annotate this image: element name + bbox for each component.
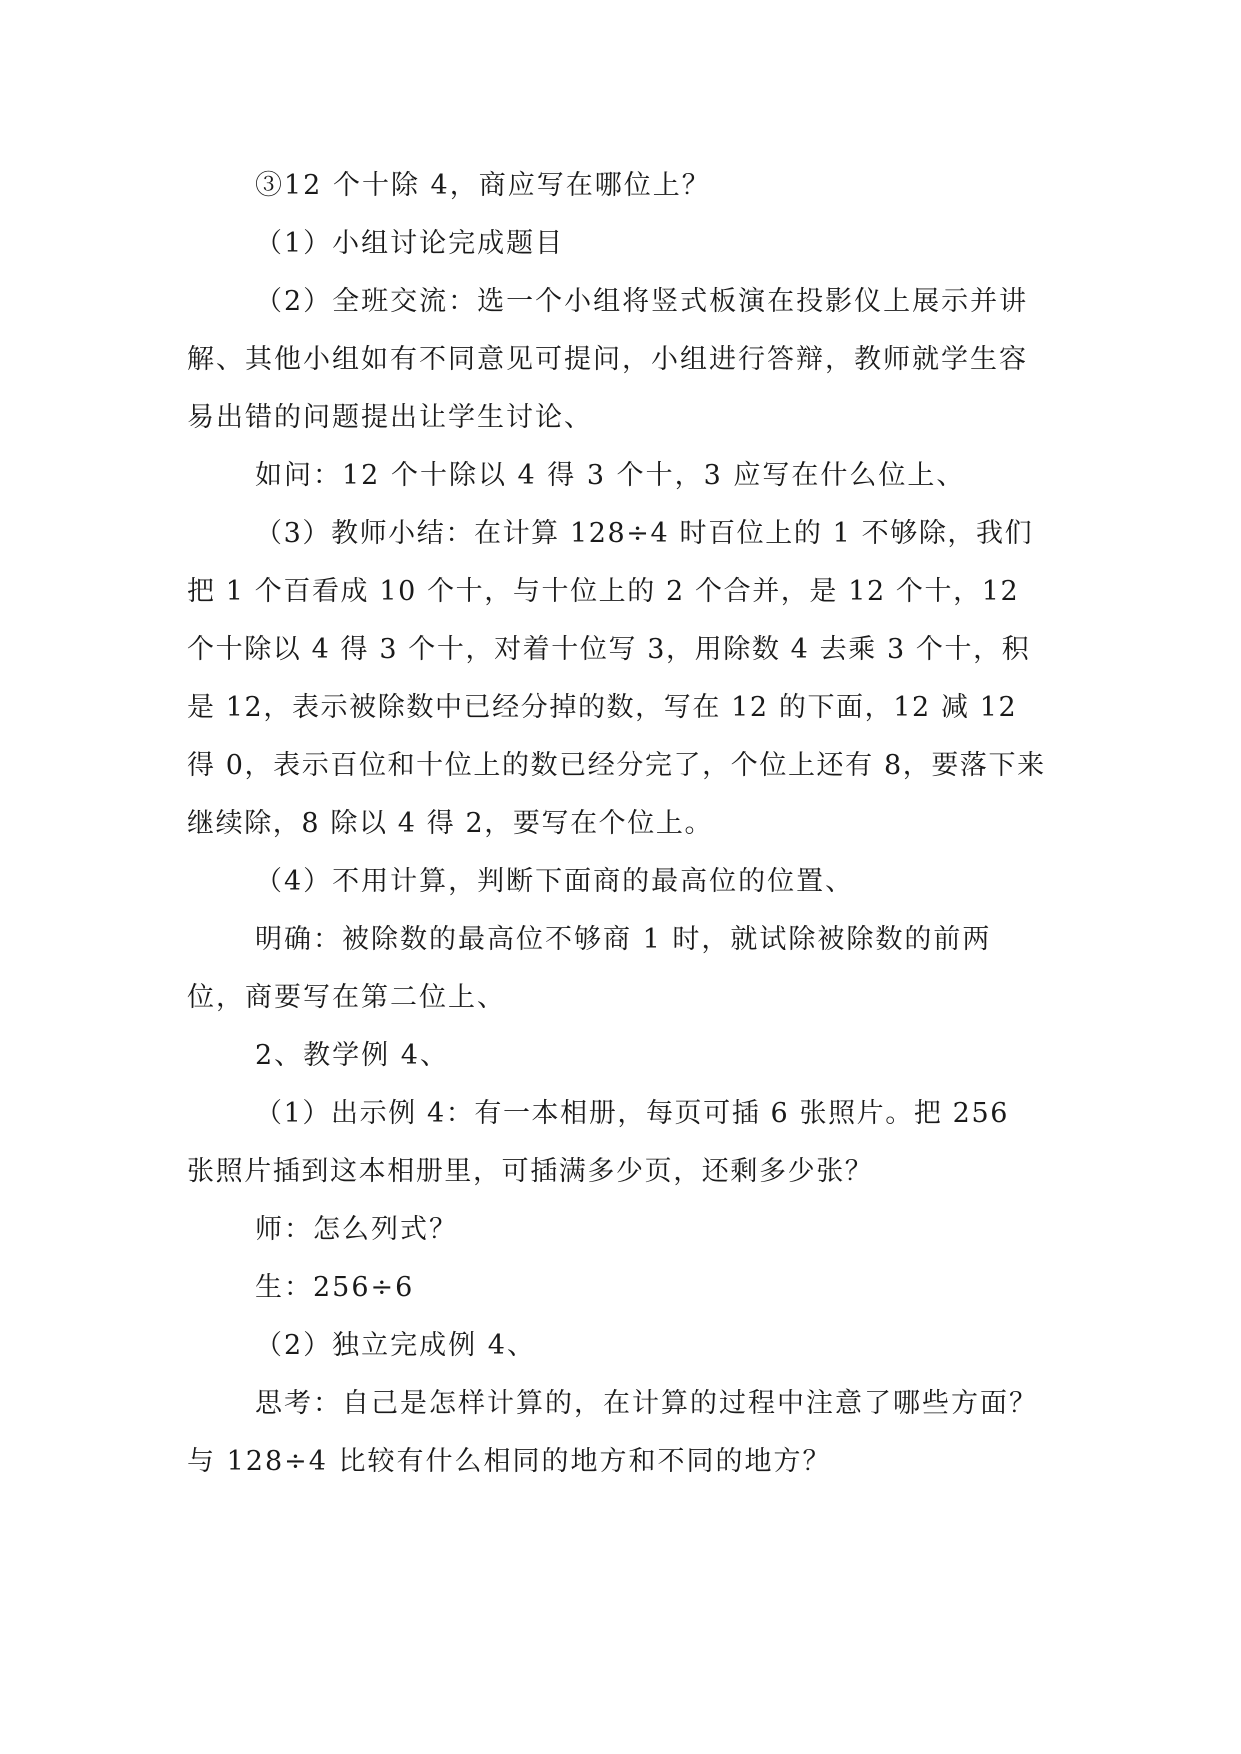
- paragraph-step-4: （4）不用计算，判断下面商的最高位的位置、: [255, 866, 855, 897]
- paragraph-student-answer: 生：256÷6: [255, 1272, 415, 1303]
- paragraph-example-4: （1）出示例 4：有一本相册，每页可插 6 张照片。把 256 张照片插到这本相册里，可插满多少页，还剩多少张？: [187, 1098, 1009, 1187]
- document-body: [187, 157, 1047, 1491]
- paragraph-section-2: 2、教学例 4、: [255, 1040, 449, 1071]
- paragraph-question-3: ③12 个十除 4，商应写在哪位上？: [255, 170, 711, 201]
- paragraph-teacher-question: 师：怎么列式？: [255, 1214, 458, 1245]
- paragraph-teacher-summary: （3）教师小结：在计算 128÷4 时百位上的 1 不够除，我们把 1 个百看成 10 个十，与十位上的 2 个合并，是 12 个十，12 个十除以 4 得 3 个十，对着十位写 3，用除数 4 去乘 3 个十，积是 12，表示被除数中已经分掉的数，写在 12 的下面，12 减 12 得 0，表示百位和十位上的数已经分完了，个位上还有 8，要落下来继续除，8 除以 4 得 2，要写在个位上。: [187, 518, 1046, 839]
- paragraph-step-1: （1）小组讨论完成题目: [255, 228, 565, 259]
- paragraph-example-question: 如问：12 个十除以 4 得 3 个十，3 应写在什么位上、: [255, 460, 966, 491]
- paragraph-clarification: 明确：被除数的最高位不够商 1 时，就试除被除数的前两位，商要写在第二位上、: [187, 924, 992, 1013]
- paragraph-independent-work: （2）独立完成例 4、: [255, 1330, 536, 1361]
- paragraph-step-2: （2）全班交流：选一个小组将竖式板演在投影仪上展示并讲解、其他小组如有不同意见可提问，小组进行答辩，教师就学生容易出错的问题提出让学生讨论、: [187, 286, 1029, 433]
- paragraph-reflection: 思考：自己是怎样计算的，在计算的过程中注意了哪些方面？与 128÷4 比较有什么相同的地方和不同的地方？: [187, 1388, 1038, 1477]
